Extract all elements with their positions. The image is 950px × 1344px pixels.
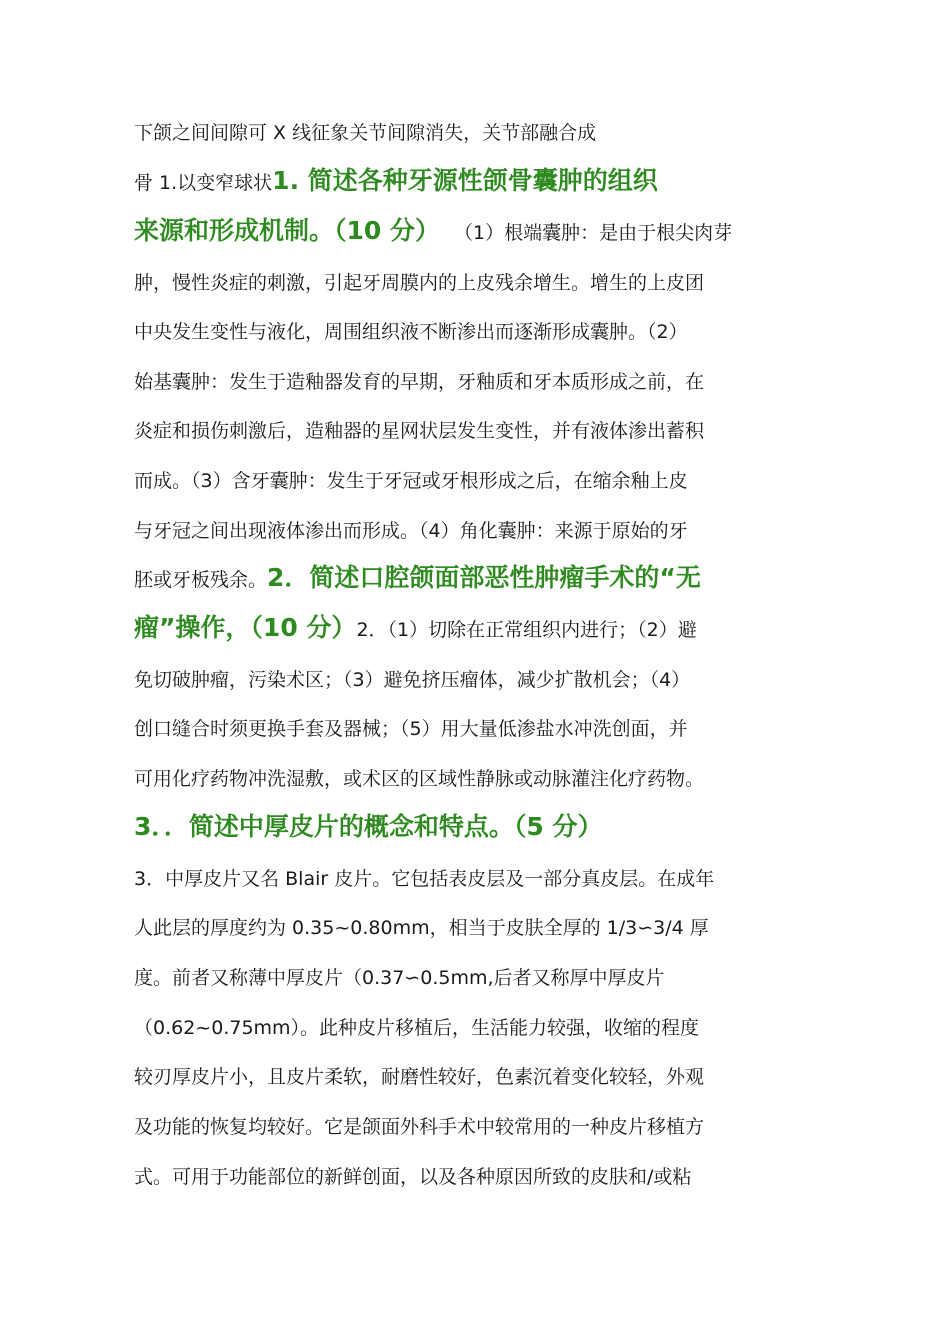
text-line: [134, 262, 844, 298]
section-heading-3: 3．．简述中厚皮片的概念和特点。（5 分）: [134, 812, 603, 841]
text-line: [134, 460, 844, 496]
body-text: 创口缝合时须更换手套及器械；（5）用大量低渗盐水冲洗创面，并: [134, 718, 688, 740]
text-line: [134, 957, 844, 993]
body-text: 2．（1）切除在正常组织内进行；（2）避: [356, 619, 697, 641]
text-line: [134, 907, 844, 943]
body-text: 免切破肿瘤，污染术区；（3）避免挤压瘤体，减少扩散机会；（4）: [134, 669, 691, 691]
text-line: [134, 758, 844, 794]
body-text: 而成。（3）含牙囊肿：发生于牙冠或牙根形成之后，在缩余釉上皮: [134, 470, 688, 492]
text-line: [134, 559, 844, 595]
body-text: （0.62~0.75mm）。此种皮片移植后，生活能力较强，收缩的程度: [134, 1017, 700, 1039]
text-line: [134, 1106, 844, 1142]
text-line: [134, 708, 844, 744]
text-line: [134, 1007, 844, 1043]
body-text: 可用化疗药物冲洗湿敷，或术区的区域性静脉或动脉灌注化疗药物。: [134, 768, 705, 790]
body-text: 人此层的厚度约为 0.35~0.80mm，相当于皮肤全厚的 1/3∽3/4 厚: [134, 917, 709, 939]
body-text: 3．中厚皮片又名 Blair 皮片。它包括表皮层及一部分真皮层。在成年: [134, 868, 715, 890]
text-line: [134, 212, 844, 248]
body-text: 与牙冠之间出现液体渗出而形成。（4）角化囊肿：来源于原始的牙: [134, 520, 688, 542]
body-text: 下颌之间间隙可 X 线征象关节间隙消失，关节部融合成: [134, 122, 597, 144]
text-line: [134, 858, 844, 894]
section-heading-2-cont: 瘤”操作，（10 分）: [134, 613, 357, 642]
text-line: [134, 808, 844, 844]
text-line: [134, 361, 844, 397]
text-line: [134, 1056, 844, 1092]
text-line: [134, 311, 844, 347]
body-text: 度。前者又称薄中厚皮片（0.37∽0.5mm,后者又称厚中厚皮片: [134, 967, 665, 989]
body-text: 中央发生变性与液化，周围组织液不断渗出而逐渐形成囊肿。（2）: [134, 321, 688, 343]
text-line: [134, 609, 844, 645]
section-heading-1-cont: 来源和形成机制。（10 分）: [134, 216, 440, 245]
text-line: [134, 112, 844, 148]
body-text: 较刃厚皮片小，且皮片柔软，耐磨性较好，色素沉着变化较轻，外观: [134, 1066, 705, 1088]
body-text: 胚或牙板残余。: [134, 569, 268, 591]
body-text: （1）根端囊肿：是由于根尖肉芽: [454, 222, 733, 244]
text-line: [134, 1156, 844, 1192]
text-line: [134, 162, 844, 198]
section-heading-1: 1. 简述各种牙源性颌骨囊肿的组织: [272, 166, 658, 195]
section-heading-2: 2．简述口腔颌面部恶性肿瘤手术的“无: [267, 563, 701, 592]
text-line: [134, 510, 844, 546]
body-text: 炎症和损伤刺激后，造釉器的星网状层发生变性，并有液体渗出蓄积: [134, 420, 705, 442]
text-line: [134, 659, 844, 695]
text-line: [134, 410, 844, 446]
body-text: 式。可用于功能部位的新鲜创面，以及各种原因所致的皮肤和/或粘: [134, 1166, 692, 1188]
body-text: 始基囊肿：发生于造釉器发育的早期，牙釉质和牙本质形成之前，在: [134, 371, 705, 393]
body-text: 及功能的恢复均较好。它是颌面外科手术中较常用的一种皮片移植方: [134, 1116, 705, 1138]
body-text: 肿，慢性炎症的刺激，引起牙周膜内的上皮残余增生。增生的上皮团: [134, 272, 705, 294]
body-text: 骨 1.以变窄球状: [134, 172, 273, 194]
